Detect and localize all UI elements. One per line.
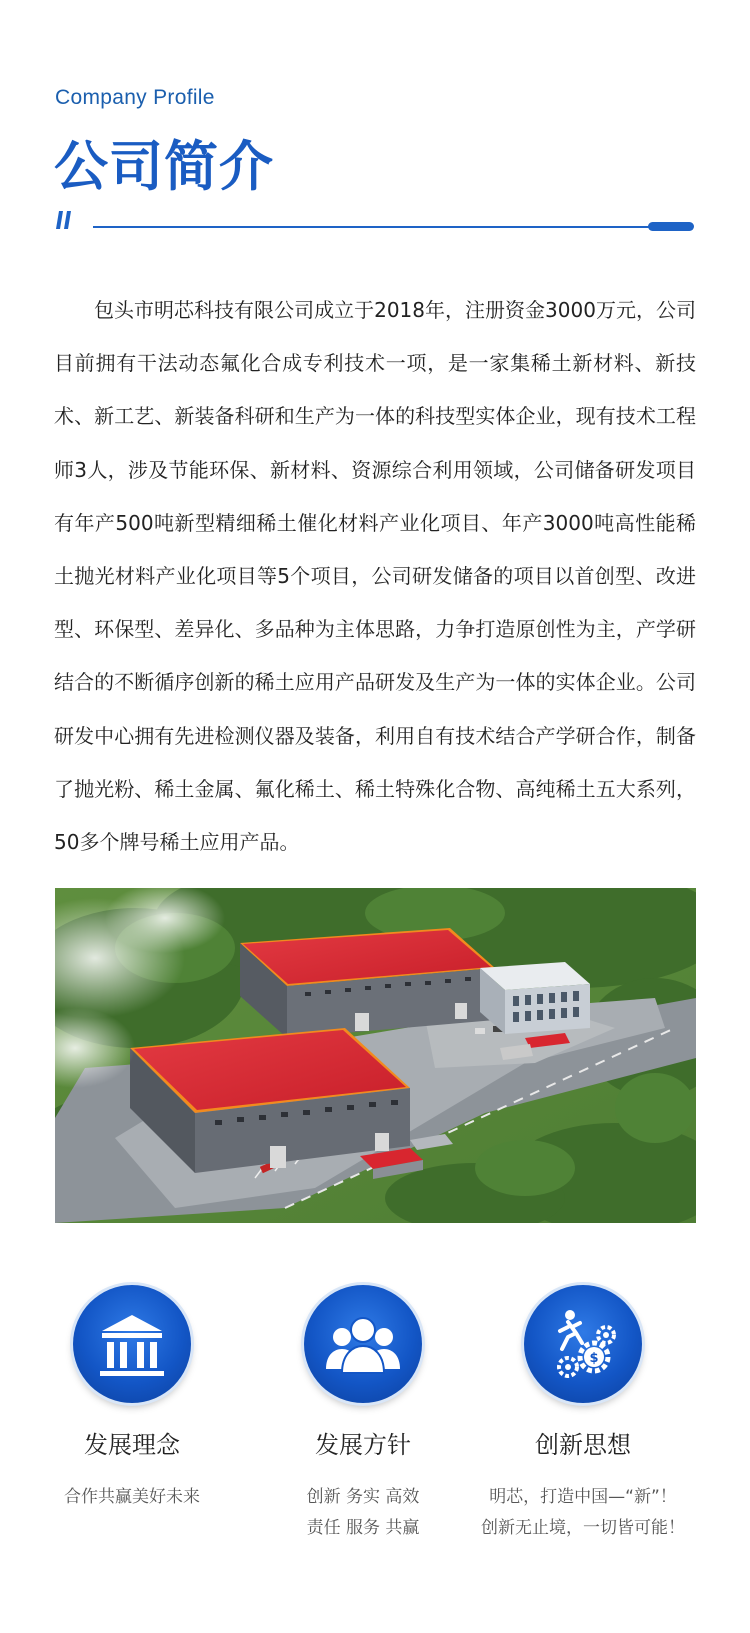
feature-innovation-thinking [468, 1285, 698, 1544]
feature-text-line: 创新 务实 高效 [306, 1487, 420, 1507]
feature-text-line: 明芯，打造中国—“新”！ [489, 1487, 677, 1507]
feature-title: 创新思想 [535, 1431, 631, 1459]
team-icon [304, 1285, 422, 1403]
feature-title: 发展方针 [315, 1431, 411, 1459]
divider-line [93, 226, 693, 228]
feature-development-policy [248, 1285, 478, 1544]
feature-title: 发展理念 [84, 1431, 180, 1459]
pillars-icon [73, 1285, 191, 1403]
feature-development-concept [17, 1285, 247, 1513]
innovation-icon [524, 1285, 642, 1403]
divider-accent [648, 222, 694, 231]
feature-text-line: 责任 服务 共赢 [306, 1518, 420, 1538]
company-intro-paragraph: 包头市明芯科技有限公司成立于2018年，注册资金3000万元，公司目前拥有干法动态氟化合成专利技术一项，是一家集稀土新材料、新技术、新工艺、新装备科研和生产为一体的科技型实体企业，现有技术工程师3人，涉及节能环保、新材料、资源综合利用领域，公司储备研发项目有年产500吨新型精细稀土催化材料产业化项目、年产3000吨高性能稀土抛光材料产业化项目等5个项目，公司研发储备的项目以首创型、改进型、环保型、差异化、多品种为主体思路，力争打造原创性为主，产学研结合的不断循序创新的稀土应用产品研发及生产为一体的实体企业。公司研发中心拥有先进检测仪器及装备，利用自有技术结合产学研合作，制备了抛光粉、稀土金属、氟化稀土、稀土特殊化合物、高纯稀土五大系列，50多个牌号稀土应用产品。 [54, 298, 696, 855]
page-title: 公司简介 [54, 135, 274, 198]
double-slash-icon [55, 211, 75, 229]
svg-text:$: $ [589, 1351, 599, 1366]
feature-text-line: 创新无止境，一切皆可能！ [481, 1518, 685, 1538]
feature-text-line: 合作共赢美好未来 [64, 1487, 200, 1507]
subtitle-english: Company Profile [55, 86, 215, 109]
factory-aerial-image [55, 888, 696, 1223]
